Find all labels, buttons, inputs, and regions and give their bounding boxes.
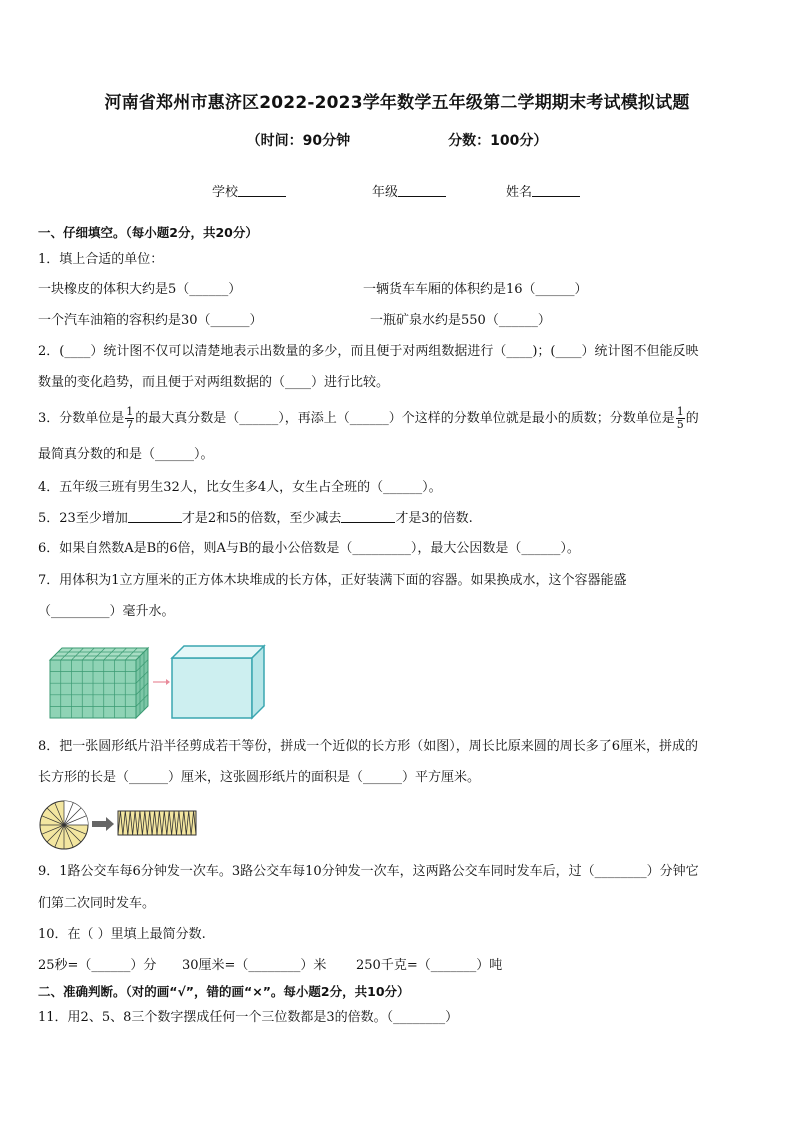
fraction-one-seventh [125,406,134,431]
q10-c: 250千克=（_______）吨 [356,958,503,973]
frac1-numerator: 1 [126,405,134,418]
q3-part1: 3．分数单位是 [38,411,125,426]
q3-line1 [38,405,699,433]
q8-figure [38,799,200,851]
time-limit: （时间：90分钟 [246,133,351,149]
grade-blank[interactable] [398,184,446,197]
q1-a: 一块橡皮的体积大约是5（______） [38,282,242,297]
container-box-image [172,646,264,718]
exam-meta [0,130,794,150]
school-label: 学校 [212,185,239,200]
q11: 11．用2、5、8三个数字摆成任何一个三位数都是3的倍数。（________） [38,1010,459,1025]
q10-stem: 10．在（ ）里填上最简分数. [38,927,206,942]
q9-line1: 9．1路公交车每6分钟发一次车。3路公交车每10分钟发一次车，这两路公交车同时发车后，过（________）分钟它 [38,864,699,879]
q4: 4．五年级三班有男生32人，比女生多4人，女生占全班的（______）。 [38,480,442,495]
q3-part3: 的 [685,411,699,426]
q1-d: 一瓶矿泉水约是550（______） [370,313,551,328]
circle-sectors-image [40,801,88,849]
frac2-denominator: 5 [676,418,684,431]
q8-line1: 8．把一张圆形纸片沿半径剪成若干等份，拼成一个近似的长方形（如图），周长比原来圆的周长多了6厘米，拼成的 [38,739,699,754]
cube-stack-image [50,648,148,718]
q9-line2: 们第二次同时发车。 [38,896,156,911]
q6: 6．如果自然数A是B的6倍，则A与B的最小公倍数是（_________），最大公因数是（______）。 [38,541,580,556]
q5-part1: 5．23至少增加 [38,511,128,526]
arrow-icon [153,679,170,685]
q8-line2: 长方形的长是（______）厘米，这张圆形纸片的面积是（______）平方厘米。 [38,770,481,785]
q7-line2: （_________）毫升水。 [38,604,175,619]
q5-part2: 才是2和5的倍数，至少减去 [181,511,342,526]
q5-part3: 才是3的倍数. [395,511,473,526]
q1-stem: 1．填上合适的单位： [38,252,164,267]
q10-a: 25秒=（______）分 [38,958,157,973]
q7-figure [48,640,270,722]
q3-line2: 最简真分数的和是（______）。 [38,447,214,462]
q1-b: 一辆货车车厢的体积约是16（______） [363,282,588,297]
page-title: 河南省郑州市惠济区2022-2023学年数学五年级第二学期期末考试模拟试题 [104,93,690,113]
frac2-numerator: 1 [676,405,684,418]
q5-blank1[interactable] [128,510,182,523]
rearranged-rectangle-image [118,811,196,835]
grade-field [372,181,446,200]
q5-blank2[interactable] [341,510,395,523]
q2-line1: 2．(____）统计图不仅可以清楚地表示出数量的多少，而且便于对两组数据进行（____)；(____）统计图不但能反映 [38,344,699,359]
school-field [212,181,286,200]
section-1-heading: 一、仔细填空。（每小题2分，共20分） [38,225,258,240]
name-label: 姓名 [506,185,533,200]
school-blank[interactable] [238,184,286,197]
q7-line1: 7．用体积为1立方厘米的正方体木块堆成的长方体，正好装满下面的容器。如果换成水，这个容器能盛 [38,573,627,588]
name-blank[interactable] [532,184,580,197]
q1-c: 一个汽车油箱的容积约是30（______） [38,313,263,328]
grade-label: 年级 [372,185,399,200]
section-2-heading: 二、准确判断。（对的画“√”，错的画“×”。每小题2分，共10分） [38,984,410,999]
q5 [38,510,473,528]
arrow-icon [92,817,114,831]
fraction-one-fifth [676,406,685,431]
frac1-denominator: 7 [126,418,134,431]
q3-part2: 的最大真分数是（______），再添上（______）个这样的分数单位就是最小的质数；分数单位是 [135,411,675,426]
q10-b: 30厘米=（________）米 [182,958,327,973]
name-field [506,181,580,200]
q2-line2: 数量的变化趋势，而且便于对两组数据的（____）进行比较。 [38,375,390,390]
total-score: 分数：100分） [448,133,548,149]
